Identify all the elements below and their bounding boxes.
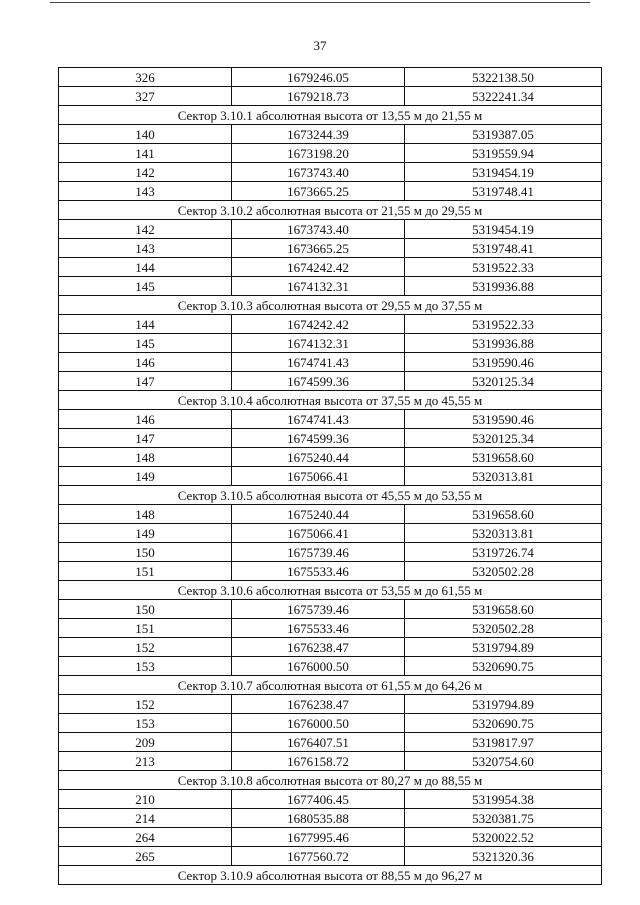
point-number-cell: 264 [59,828,232,847]
y-coordinate-cell: 5319454.19 [405,163,602,182]
y-coordinate-cell: 5319748.41 [405,182,602,201]
table-row [59,505,602,524]
point-number-cell: 152 [59,638,232,657]
table-row [59,752,602,771]
table-row [59,182,602,201]
point-number-cell: 142 [59,220,232,239]
x-coordinate-cell: 1675066.41 [232,467,405,486]
x-coordinate-cell: 1675240.44 [232,505,405,524]
point-number-cell: 214 [59,809,232,828]
table-row [59,448,602,467]
sector-header-row [59,201,602,220]
y-coordinate-cell: 5319590.46 [405,353,602,372]
table-row [59,543,602,562]
x-coordinate-cell: 1673244.39 [232,125,405,144]
table-row [59,125,602,144]
y-coordinate-cell: 5320502.28 [405,619,602,638]
x-coordinate-cell: 1676238.47 [232,638,405,657]
table-row [59,258,602,277]
table-row [59,695,602,714]
x-coordinate-cell: 1676158.72 [232,752,405,771]
table-row [59,809,602,828]
x-coordinate-cell: 1676238.47 [232,695,405,714]
x-coordinate-cell: 1673665.25 [232,182,405,201]
point-number-cell: 209 [59,733,232,752]
point-number-cell: 210 [59,790,232,809]
y-coordinate-cell: 5319387.05 [405,125,602,144]
y-coordinate-cell: 5321320.36 [405,847,602,866]
table-row [59,220,602,239]
point-number-cell: 153 [59,657,232,676]
x-coordinate-cell: 1679218.73 [232,87,405,106]
table-row [59,334,602,353]
sector-header-row [59,486,602,505]
x-coordinate-cell: 1675533.46 [232,562,405,581]
point-number-cell: 144 [59,258,232,277]
sector-header-row [59,866,602,885]
sector-header: Сектор 3.10.7 абсолютная высота от 61,55 м до 64,26 м [59,676,602,695]
point-number-cell: 147 [59,372,232,391]
table-row [59,353,602,372]
x-coordinate-cell: 1674242.42 [232,315,405,334]
y-coordinate-cell: 5319794.89 [405,638,602,657]
x-coordinate-cell: 1673665.25 [232,239,405,258]
point-number-cell: 265 [59,847,232,866]
x-coordinate-cell: 1677560.72 [232,847,405,866]
y-coordinate-cell: 5322138.50 [405,68,602,87]
y-coordinate-cell: 5320502.28 [405,562,602,581]
y-coordinate-cell: 5319658.60 [405,505,602,524]
y-coordinate-cell: 5319794.89 [405,695,602,714]
y-coordinate-cell: 5319522.33 [405,258,602,277]
x-coordinate-cell: 1673198.20 [232,144,405,163]
point-number-cell: 145 [59,334,232,353]
point-number-cell: 146 [59,410,232,429]
point-number-cell: 149 [59,524,232,543]
table-row [59,467,602,486]
y-coordinate-cell: 5320690.75 [405,657,602,676]
table-row [59,562,602,581]
sector-header-row [59,676,602,695]
page-number: 37 [313,38,327,53]
y-coordinate-cell: 5320313.81 [405,467,602,486]
x-coordinate-cell: 1673743.40 [232,163,405,182]
x-coordinate-cell: 1676407.51 [232,733,405,752]
table-row [59,790,602,809]
x-coordinate-cell: 1675739.46 [232,543,405,562]
point-number-cell: 143 [59,239,232,258]
x-coordinate-cell: 1674132.31 [232,277,405,296]
sector-header: Сектор 3.10.3 абсолютная высота от 29,55 м до 37,55 м [59,296,602,315]
table-row [59,144,602,163]
table-row [59,600,602,619]
table-row [59,315,602,334]
sector-header: Сектор 3.10.9 абсолютная высота от 88,55 м до 96,27 м [59,866,602,885]
table-row [59,87,602,106]
x-coordinate-cell: 1679246.05 [232,68,405,87]
sector-header: Сектор 3.10.2 абсолютная высота от 21,55 м до 29,55 м [59,201,602,220]
table-row [59,714,602,733]
point-number-cell: 327 [59,87,232,106]
point-number-cell: 144 [59,315,232,334]
sector-header: Сектор 3.10.6 абсолютная высота от 53,55 м до 61,55 м [59,581,602,600]
table-row [59,239,602,258]
x-coordinate-cell: 1675533.46 [232,619,405,638]
point-number-cell: 151 [59,619,232,638]
point-number-cell: 149 [59,467,232,486]
table-row [59,828,602,847]
sector-header-row [59,391,602,410]
table-row [59,68,602,87]
top-rule [50,2,590,3]
table-row [59,847,602,866]
sector-header: Сектор 3.10.5 абсолютная высота от 45,55 м до 53,55 м [59,486,602,505]
y-coordinate-cell: 5320690.75 [405,714,602,733]
coordinates-table [58,67,602,885]
point-number-cell: 146 [59,353,232,372]
point-number-cell: 148 [59,505,232,524]
y-coordinate-cell: 5319658.60 [405,600,602,619]
y-coordinate-cell: 5319936.88 [405,277,602,296]
x-coordinate-cell: 1676000.50 [232,714,405,733]
x-coordinate-cell: 1677406.45 [232,790,405,809]
table-row [59,619,602,638]
y-coordinate-cell: 5319936.88 [405,334,602,353]
x-coordinate-cell: 1673743.40 [232,220,405,239]
y-coordinate-cell: 5322241.34 [405,87,602,106]
point-number-cell: 143 [59,182,232,201]
x-coordinate-cell: 1674741.43 [232,353,405,372]
y-coordinate-cell: 5319658.60 [405,448,602,467]
sector-header: Сектор 3.10.8 абсолютная высота от 80,27 м до 88,55 м [59,771,602,790]
sector-header-row [59,106,602,125]
y-coordinate-cell: 5320754.60 [405,752,602,771]
x-coordinate-cell: 1676000.50 [232,657,405,676]
x-coordinate-cell: 1674132.31 [232,334,405,353]
sector-header-row [59,296,602,315]
coordinates-table-body [59,68,602,885]
y-coordinate-cell: 5319522.33 [405,315,602,334]
y-coordinate-cell: 5319726.74 [405,543,602,562]
y-coordinate-cell: 5319559.94 [405,144,602,163]
x-coordinate-cell: 1680535.88 [232,809,405,828]
y-coordinate-cell: 5319590.46 [405,410,602,429]
sector-header-row [59,581,602,600]
point-number-cell: 148 [59,448,232,467]
table-row [59,163,602,182]
x-coordinate-cell: 1674741.43 [232,410,405,429]
y-coordinate-cell: 5320022.52 [405,828,602,847]
x-coordinate-cell: 1674599.36 [232,429,405,448]
y-coordinate-cell: 5320125.34 [405,429,602,448]
table-row [59,524,602,543]
table-row [59,372,602,391]
point-number-cell: 142 [59,163,232,182]
table-row [59,638,602,657]
point-number-cell: 140 [59,125,232,144]
sector-header: Сектор 3.10.1 абсолютная высота от 13,55 м до 21,55 м [59,106,602,125]
point-number-cell: 326 [59,68,232,87]
table-row [59,733,602,752]
sector-header-row [59,771,602,790]
point-number-cell: 213 [59,752,232,771]
x-coordinate-cell: 1674599.36 [232,372,405,391]
x-coordinate-cell: 1677995.46 [232,828,405,847]
point-number-cell: 147 [59,429,232,448]
x-coordinate-cell: 1674242.42 [232,258,405,277]
y-coordinate-cell: 5320125.34 [405,372,602,391]
sector-header: Сектор 3.10.4 абсолютная высота от 37,55 м до 45,55 м [59,391,602,410]
point-number-cell: 150 [59,600,232,619]
point-number-cell: 151 [59,562,232,581]
table-row [59,410,602,429]
point-number-cell: 145 [59,277,232,296]
y-coordinate-cell: 5319817.97 [405,733,602,752]
point-number-cell: 150 [59,543,232,562]
y-coordinate-cell: 5320381.75 [405,809,602,828]
table-row [59,429,602,448]
point-number-cell: 141 [59,144,232,163]
y-coordinate-cell: 5319954.38 [405,790,602,809]
x-coordinate-cell: 1675066.41 [232,524,405,543]
x-coordinate-cell: 1675739.46 [232,600,405,619]
table-row [59,657,602,676]
table-row [59,277,602,296]
x-coordinate-cell: 1675240.44 [232,448,405,467]
y-coordinate-cell: 5320313.81 [405,524,602,543]
y-coordinate-cell: 5319454.19 [405,220,602,239]
y-coordinate-cell: 5319748.41 [405,239,602,258]
point-number-cell: 153 [59,714,232,733]
point-number-cell: 152 [59,695,232,714]
